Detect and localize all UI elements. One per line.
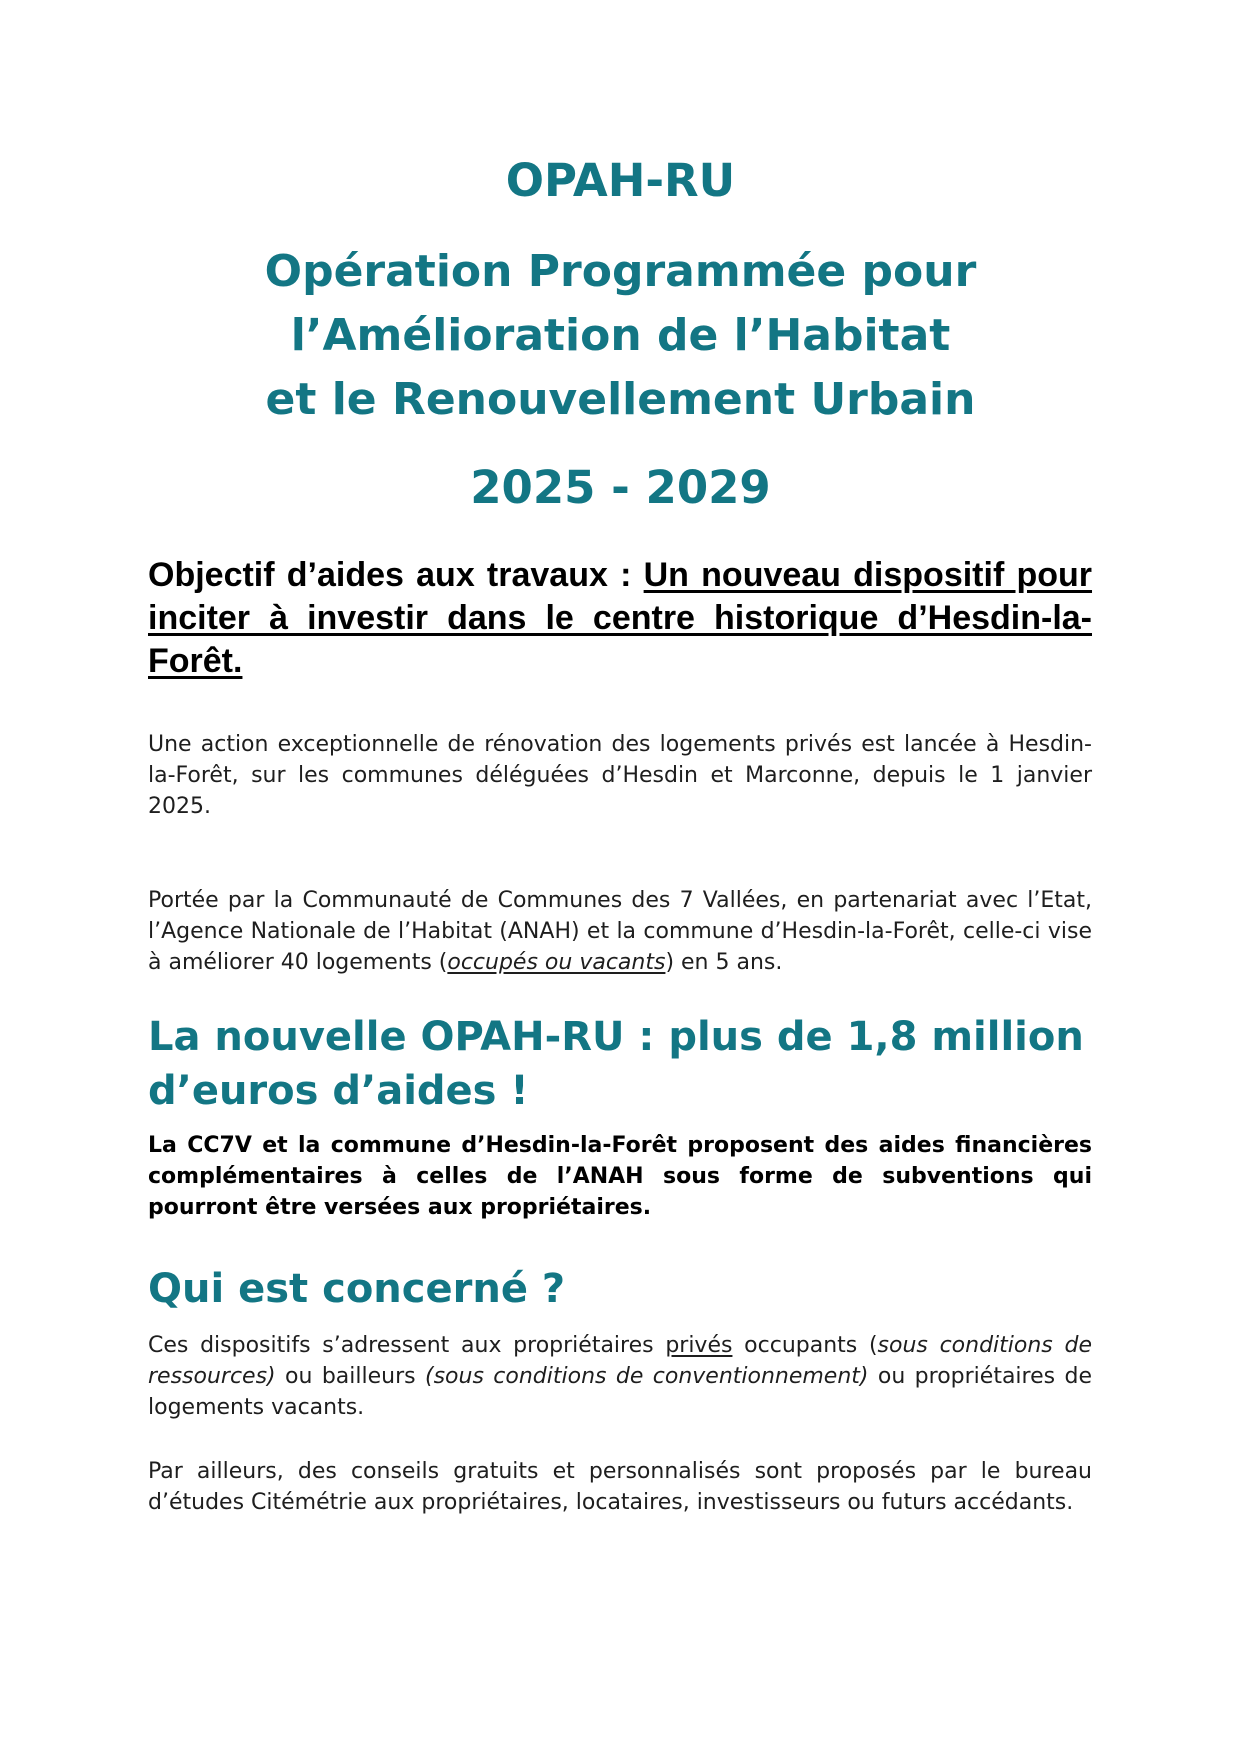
eligibility-part-a: Ces dispositifs s’adressent aux propriétaires — [148, 1333, 666, 1358]
funding-heading: La nouvelle OPAH-RU : plus de 1,8 million d’euros d’aides ! — [148, 1014, 1084, 1114]
title-line-1: Opération Programmée pour — [264, 246, 977, 297]
funding-body: La CC7V et la commune d’Hesdin-la-Forêt proposent des aides financières complémentaires à celles de l’ANAH sous forme de subventions qui pourront être versées aux propriétaires. — [148, 1133, 1092, 1220]
intro-paragraph-2-start: Portée par la Communauté de Communes des 7 Vallées, en partenariat avec l’Etat, l’Agence Nationale de l’Habitat (ANAH) et la commune d’Hesdin-la-Forêt, celle-ci vise à améliorer 40 logements ( — [148, 888, 1092, 975]
advice-paragraph: Par ailleurs, des conseils gratuits et personnalisés sont proposés par le bureau d’études Citémétrie aux propriétaires, locataires, investisseurs ou futurs accédants. — [148, 1459, 1092, 1515]
occupancy-emphasis: occupés ou vacants — [447, 950, 666, 975]
document-acronym: OPAH-RU — [505, 154, 736, 207]
objective-highlight: Un nouveau dispositif pour inciter à investir dans le centre historique d’Hesdin-la-Forêt. — [148, 556, 1093, 680]
eligibility-part-f: ou propriétaires de logements vacants. — [148, 1364, 1092, 1420]
objective-label: Objectif d’aides aux travaux : — [148, 556, 644, 594]
eligibility-condition-resources: sous conditions de ressources) — [148, 1333, 1092, 1389]
intro-paragraph-1: Une action exceptionnelle de rénovation des logements privés est lancée à Hesdin-la-Forêt, sur les communes déléguées d’Hesdin et Marconne, depuis le 1 janvier 2025. — [148, 732, 1092, 819]
eligibility-part-d: ou bailleurs — [275, 1364, 425, 1389]
eligibility-paragraph — [148, 1330, 1092, 1423]
intro-paragraph-2 — [148, 885, 1092, 978]
document-years: 2025 - 2029 — [470, 461, 771, 514]
eligibility-heading: Qui est concerné ? — [148, 1266, 566, 1312]
title-line-3: et le Renouvellement Urbain — [265, 374, 976, 425]
eligibility-part-b: occupants ( — [732, 1333, 878, 1358]
document-title — [0, 240, 1241, 432]
intro-paragraph-2-end: ) en 5 ans. — [665, 950, 783, 975]
objective-statement — [148, 554, 1092, 683]
eligibility-condition-agreement: (sous conditions de conventionnement) — [425, 1364, 869, 1389]
eligibility-private-emphasis: privés — [665, 1333, 733, 1358]
title-line-2: l’Amélioration de l’Habitat — [290, 310, 951, 361]
